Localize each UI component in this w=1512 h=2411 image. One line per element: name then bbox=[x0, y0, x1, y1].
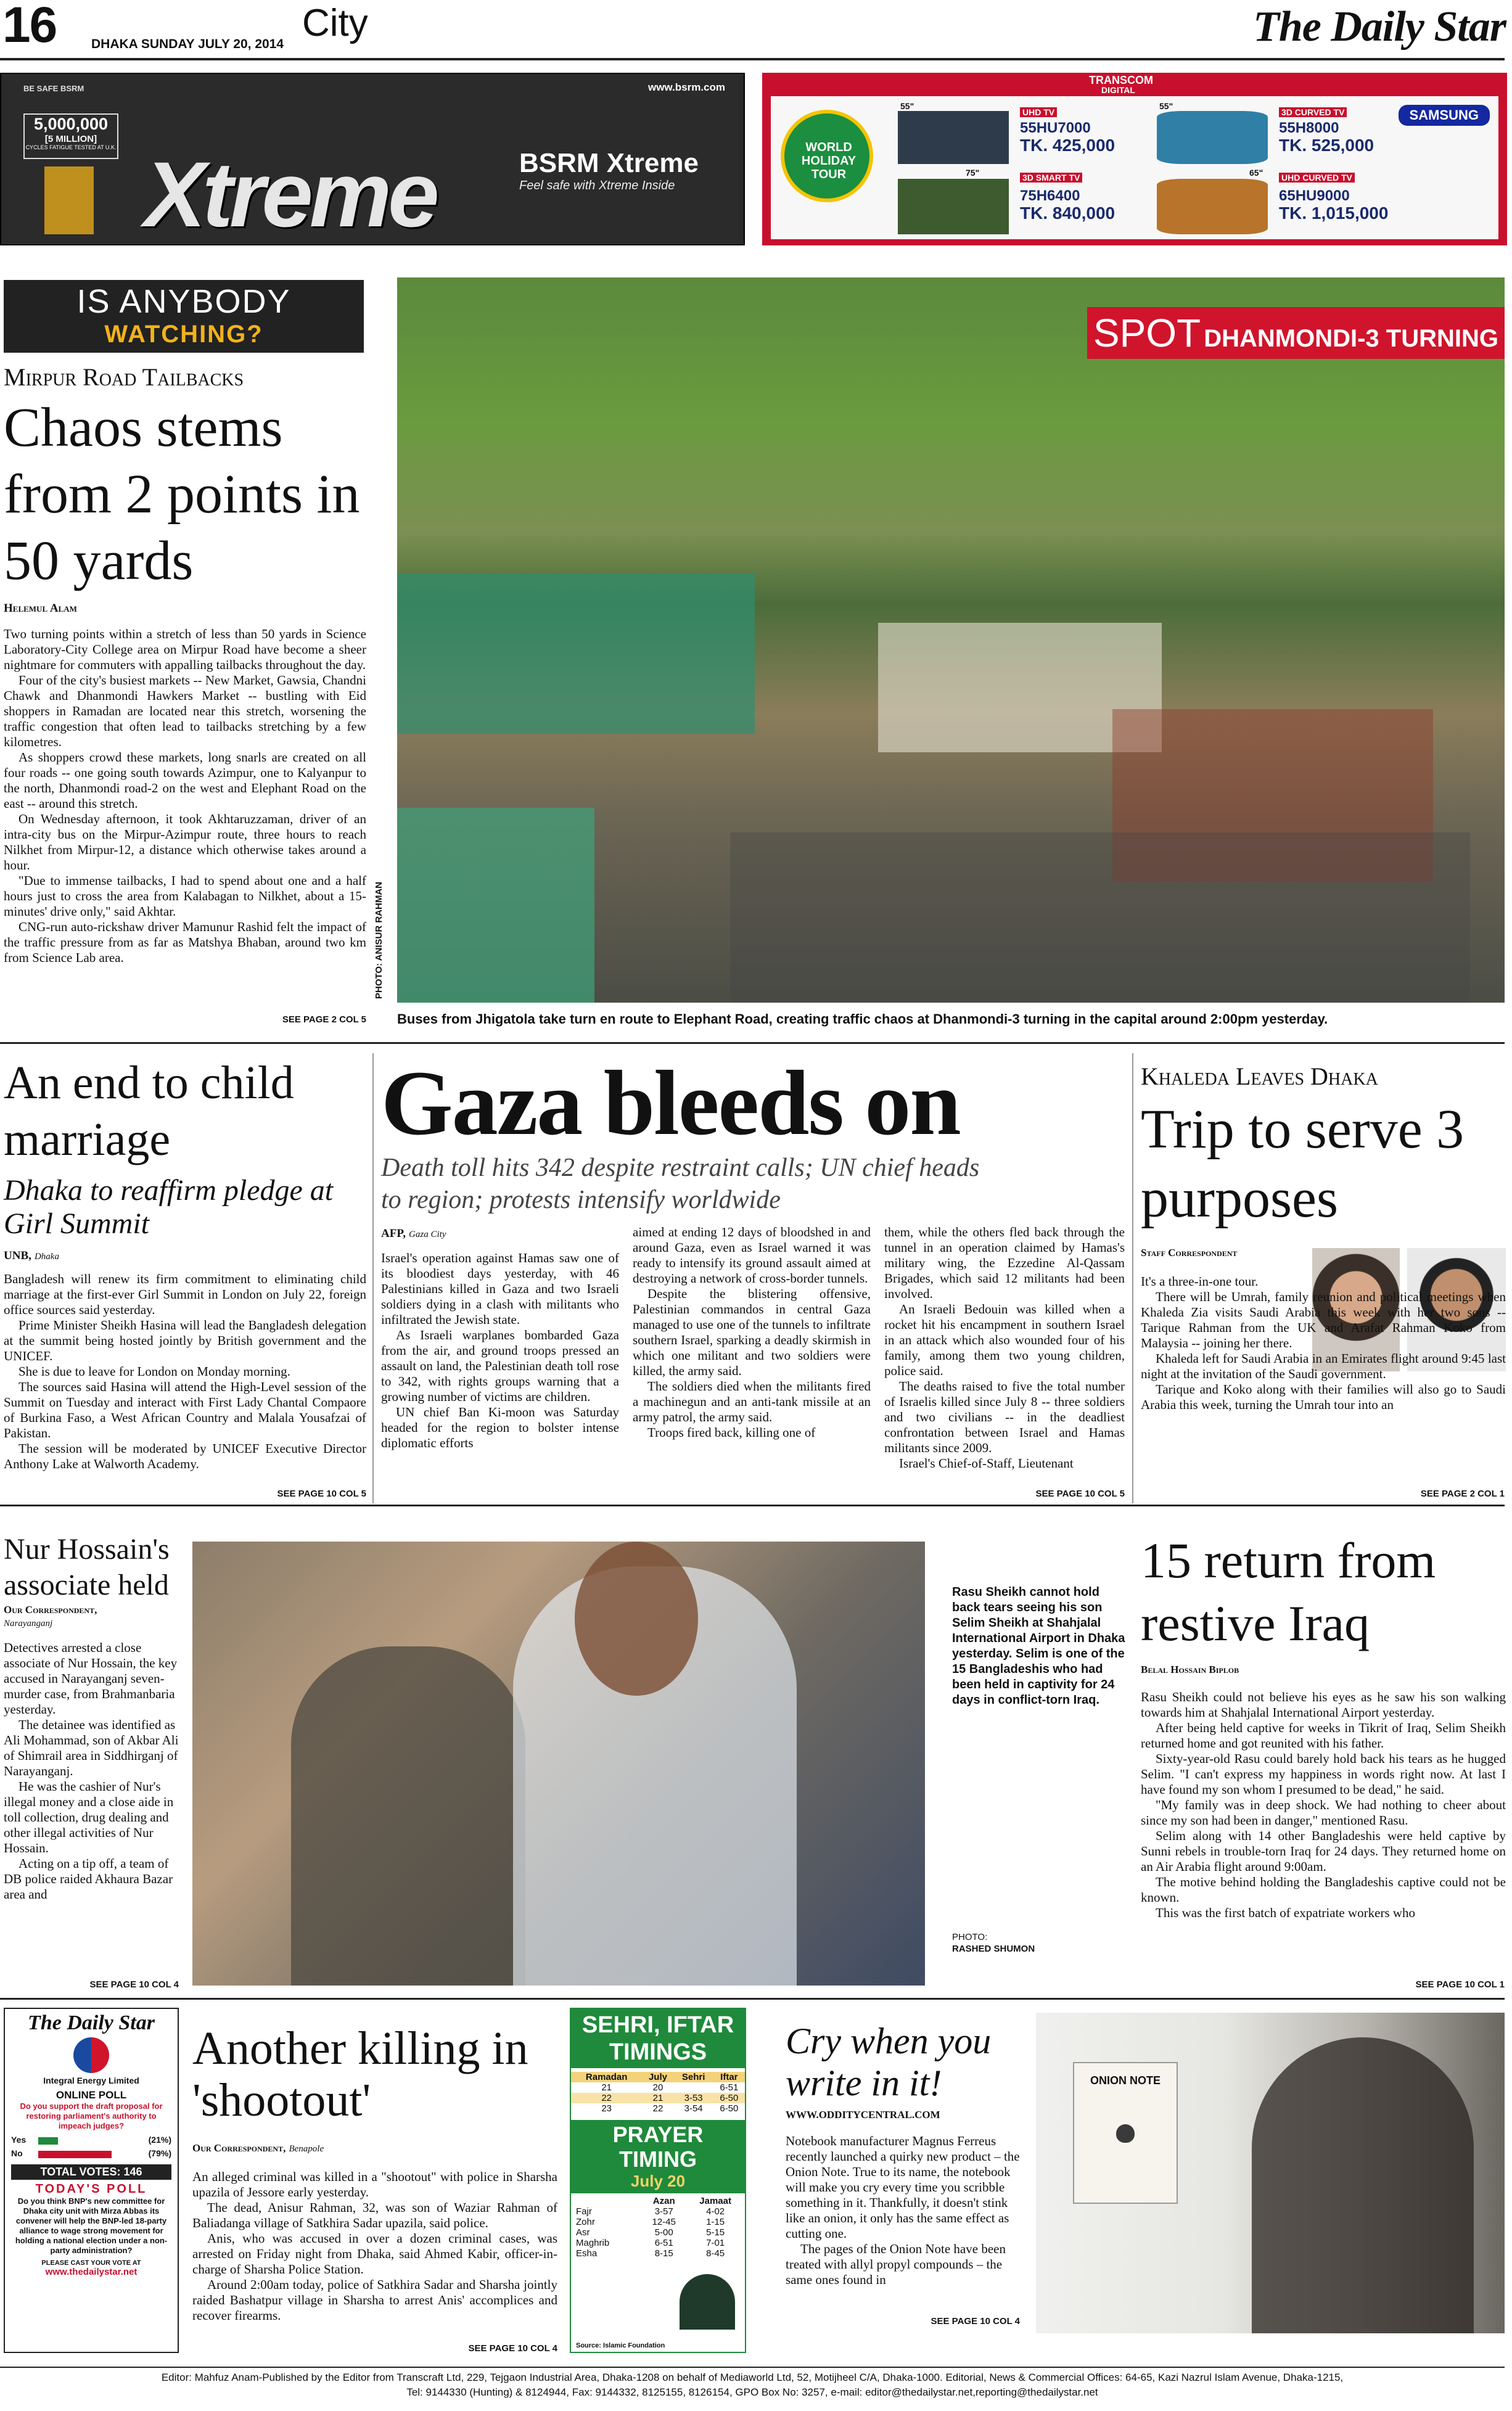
kicker-box bbox=[4, 280, 364, 353]
dealer-name: TRANSCOM bbox=[1089, 74, 1153, 86]
bsrm-count-note: CYCLES FATIGUE TESTED AT U.K. bbox=[25, 144, 117, 150]
prayer-title: PRAYER TIMING July 20 bbox=[571, 2120, 745, 2193]
iraq-caption: Rasu Sheikh cannot hold back tears seeing his son Selim Sheikh at Shahjalal International Airport in Dhaka yesterday. Selim is one of the 15 Bangladeshis who had been held in captivity for 24 days in conflict-torn Iraq. bbox=[952, 1585, 1125, 1707]
gaza-col2: aimed at ending 12 days of bloodshed in and around Gaza, even as Israel warned it was ready to intensify its ground assault aimed at destroying a network of cross-border tunnels. Despite the blistering offensive, Palestinian commandos in central Gaza managed to use one of the tunnels to infiltrate southern Israel, sparking a deadly skirmish in which one militant and two soldiers were killed, the army said. The soldiers died when the militants fired a machinegun and an anti-tank missile at an army patrol, the army said. Troops fired back, killing one of bbox=[633, 1225, 871, 1440]
todays-poll: TODAY'S POLL bbox=[35, 2182, 147, 2196]
masthead-rule bbox=[0, 58, 1505, 60]
kicker-line1: IS ANYBODY bbox=[76, 283, 291, 320]
shootout-body: An alleged criminal was killed in a "shootout" with police in Sharsha upazila of Jessore early yesterday. The dead, Anisur Rahman, 32, was son of Waziar Rahman of Baliadanga village of Satkhira Sadar upazila, said police. Anis, who was accused in over a dozen criminal cases, was arrested on Friday night from Dhaka, said Ahmed Kabir, officer-in-charge of Sharsha Police Station. Around 2:00am today, police of Satkhira Sadar and Sharsha jointly raided Bashatpur village in Sharsha to arrest Anis' accomplices and recover firearms. bbox=[192, 2169, 557, 2323]
poll-heading: ONLINE POLL bbox=[55, 2089, 127, 2101]
see-page-link[interactable]: SEE PAGE 2 COL 5 bbox=[282, 1014, 366, 1025]
sehri-table: Ramadan July Sehri Iftar 21 20 6-51 22 21 3-53 6-50 23 22 3-54 6-50 bbox=[571, 2072, 745, 2114]
iraq-photo-label: PHOTO: bbox=[952, 1932, 988, 1942]
nur-body: Detectives arrested a close associate of Nur Hossain, the key accused in Narayanganj seven-murder case, from Brahmanbaria yesterday. The detainee was identified as Ali Mohammad, son of Akbar Ali of Shimrail area in Siddhirganj of Narayanganj. He was the cashier of Nur's illegal money and a close aide in toll collection, drug dealing and other illegal activities of Nur Hossain. Acting on a tip off, a team of DB police raided Akhaura Bazar area and bbox=[4, 1640, 179, 1902]
energy-logo-icon bbox=[73, 2037, 109, 2073]
gaza-col1: Israel's operation against Hamas saw one of its bloodiest days yesterday, with 46 Palestinians killed in Gaza and two Israeli soldiers dying in a clash with militants who infiltrated the Jewish state. As Israeli warplanes bombarded Gaza from the air, and ground troops pressed an assault on land, the Palestinian death toll rose to 342, with rights groups warning that a growing number of victims are children. UN chief Ban Ki-moon was Saturday headed for the region to bolster intense diplomatic efforts bbox=[381, 1251, 619, 1450]
bsrm-brand: Xtreme bbox=[144, 142, 436, 246]
poll-yes-bar bbox=[38, 2137, 58, 2145]
lead-byline: Helemul Alam bbox=[4, 602, 77, 615]
bsrm-badge: BE SAFE BSRM bbox=[23, 84, 84, 93]
world-tour-badge: WORLD HOLIDAY TOUR bbox=[781, 110, 873, 202]
paper-name: The Daily Star bbox=[1253, 3, 1506, 51]
bsrm-logo-tag: Feel safe with Xtreme Inside bbox=[519, 179, 675, 192]
gaza-col3: them, while the others fled back through the tunnel in an operation claimed by Hamas's military wing, the Ezzedine Al-Qassam Brigades, which said 12 militants had been involved. An Israeli Bedouin was killed when a rocket hit his encampment in southern Israel in an attack which also wounded four of his family, among them two young children, police said. The deaths raised to five the total number of Israelis killed since July 8 -- three soldiers and two civilians -- in the deadliest confrontation between Israel and Hamas militants since 2009. Israel's Chief-of-Staff, Lieutenant bbox=[884, 1225, 1125, 1471]
iraq-photo bbox=[192, 1542, 925, 1986]
prayer-table: Azan Jamaat Fajr 3-57 4-02 Zohr 12-45 1-15 Asr 5-00 5-15 Maghrib 6-51 7-01 Esha 8-15 8-45 bbox=[576, 2196, 731, 2259]
onion-headline: Cry when you write in it! bbox=[786, 2021, 992, 2103]
lead-body: Two turning points within a stretch of less than 50 yards in Science Laboratory-City College area on Mirpur Road have become a sheer nightmare for commuters with appalling tailbacks throughout the day. Four of the city's busiest markets -- New Market, Gawsia, Chandni Chawk and Dhanmondi Hawkers Market -- bustling with Eid shoppers in Ramadan are located near this stretch, worsening the traffic congestion that often lead to tailbacks stretching by a few kilometres. As shoppers crowd these markets, long snarls are created on all four roads -- one going south towards Azimpur, one to Kalyanpur to the north, Dhanmondi road-2 on the west and Elephant Road on the east -- around this stretch. On Wednesday afternoon, it took Akhtaruzzaman, driver of an intra-city bus on the Mirpur-Azimpur route, three hours to reach Nilkhet from Mirpur-12, a distance which otherwise takes around a hour. "Due to immense tailbacks, I had to spend about one and a half hours just to cross the area from Kalabagan to Nilkhet, about a 15-minutes' drive only," said Akhtar. CNG-run auto-rickshaw driver Mamunur Rashid felt the impact of the traffic pressure from as far as Matshya Bhaban, around two km from Science Lab area. bbox=[4, 626, 366, 965]
lead-overline: Mirpur Road Tailbacks bbox=[4, 363, 244, 391]
tv-offer: 55" 3D CURVED TV 55H8000 TK. 525,000 bbox=[1157, 105, 1428, 166]
tv-offer: 65" UHD CURVED TV 65HU9000 TK. 1,015,000 bbox=[1157, 170, 1428, 238]
khaleda-byline: Staff Correspondent bbox=[1141, 1247, 1238, 1259]
shootout-byline: Our Correspondent, Benapole bbox=[192, 2142, 324, 2154]
today-question: Do you think BNP's new committee for Dhaka city unit with Mirza Abbas its convener will help the BNP-led 18-party alliance to wage strong movement for holding a national election under a non-party administration? bbox=[15, 2196, 168, 2255]
iraq-body: Rasu Sheikh could not believe his eyes as he saw his son walking towards him at Shahjalal International Airport yesterday. After being held captive for weeks in Tikrit of Iraq, Selim Sheikh returned home and got reunited with his father. Sixty-year-old Rasu could barely hold back his tears as he hugged Selim. "I can't express my happiness in words right now. At last I have found my son whom I presumed to be dead," he said. "My family was in deep shock. We had nothing to cheer about since my son had been in danger," mentioned Rasu. Selim along with 14 other Bangladeshis were held captive by Sunni rebels in trouble-torn Iraq for 24 days. They returned home on an Air Arabia flight around 9:00am. The motive behind holding the Bangladeshis captive could not be known. This was the first batch of expatriate workers who bbox=[1141, 1690, 1506, 1920]
child-body: Bangladesh will renew its firm commitment to eliminating child marriage at the first-ever Girl Summit in London on July 22, foreign office sources said yesterday. Prime Minister Sheikh Hasina will lead the Bangladesh delegation at the summit being hosted jointly by British government and the UNICEF. She is due to leave for London on Monday morning. The sources said Hasina will attend the High-Level session of the Summit on Tuesday and interact with First Lady Chantal Compaore of Burkina Faso, a West African Country and Malala Yousafzai of Pakistan. The session will be moderated by UNICEF Executive Director Anthony Lake at Walworth Academy. bbox=[4, 1271, 366, 1471]
samsung-logo: SAMSUNG bbox=[1399, 105, 1490, 126]
spot-tag: SPOT DHANMONDI-3 TURNING bbox=[1087, 307, 1505, 359]
lead-headline: Chaos stems from 2 points in 50 yards bbox=[4, 397, 360, 591]
nur-headline: Nur Hossain's associate held bbox=[4, 1533, 170, 1601]
khaleda-overline: Khaleda Leaves Dhaka bbox=[1141, 1062, 1378, 1090]
tv-offer: 55" UHD TV 55HU7000 TK. 425,000 bbox=[898, 105, 1157, 166]
onion-photo bbox=[1036, 2013, 1505, 2333]
see-page-link[interactable]: SEE PAGE 2 COL 1 bbox=[1420, 1489, 1505, 1499]
gaza-deck: Death toll hits 342 despite restraint calls; UN chief heads to region; protests intensify worldwide bbox=[381, 1154, 980, 1214]
page-number: 16 bbox=[2, 0, 57, 53]
photo-credit: PHOTO: ANISUR RAHMAN bbox=[374, 882, 384, 999]
traffic-photo bbox=[397, 277, 1505, 1003]
poll-no-row: No (79%) bbox=[11, 2148, 171, 2158]
bsrm-count-sub: [5 MILLION] bbox=[44, 134, 97, 144]
imprint-line1: Editor: Mahfuz Anam-Published by the Editor from Transcraft Ltd, 229, Tejgaon Industrial Area, Dhaka-1208 on behalf of Mediaworld Ltd, 52, Motijheel C/A, Dhaka-1000. Editorial, News & Commercial Offices: 64-65, Kazi Nazrul Islam Avenue, Dhaka-1215, bbox=[161, 2372, 1344, 2383]
section-name: City bbox=[302, 2, 368, 44]
kicker-line2: WATCHING? bbox=[104, 321, 263, 348]
child-byline: UNB, Dhaka bbox=[4, 1249, 59, 1262]
imprint-line2: Tel: 9144330 (Hunting) & 8124944, Fax: 9144332, 8125155, 8126154, GPO Box No: 3257, e-mail: editor@thedailystar.net,reporting@thedailystar.net bbox=[406, 2386, 1098, 2398]
sehri-title: SEHRI, IFTAR TIMINGS bbox=[571, 2009, 745, 2068]
iraq-byline: Belal Hossain Biplob bbox=[1141, 1664, 1239, 1675]
poll-cta: PLEASE CAST YOUR VOTE AT bbox=[41, 2259, 141, 2267]
nur-byline: Our Correspondent, Narayanganj bbox=[4, 1604, 97, 1629]
iraq-headline: 15 return from restive Iraq bbox=[1141, 1532, 1436, 1651]
iraq-photo-credit: RASHED SHUMON bbox=[952, 1944, 1035, 1954]
bsrm-url[interactable]: www.bsrm.com bbox=[647, 81, 725, 93]
poll-question: Do you support the draft proposal for restoring parliament's authority to impeach judges? bbox=[20, 2101, 163, 2130]
khaleda-body: It's a three-in-one tour. There will be Umrah, family reunion and political meetings when Khaleda Zia visits Saudi Arabia this week with her two sons -- Tarique Rahman from the UK and Arafat Rahman Koko from Malaysia -- joining her there. Khaleda left for Saudi Arabia in an Emirates flight around 9:45 last night at the invitation of the Saudi government. Tarique and Koko along with their families will also go to Saudi Arabia this week, turning the Umrah tour into an bbox=[1141, 1274, 1506, 1412]
gaza-headline: Gaza bleeds on bbox=[381, 1052, 960, 1154]
poll-url[interactable]: www.thedailystar.net bbox=[45, 2267, 138, 2277]
bsrm-logo: BSRM Xtreme bbox=[519, 148, 699, 178]
photo-caption: Buses from Jhigatola take turn en route to Elephant Road, creating traffic chaos at Dhanmondi-3 turning in the capital around 2:00pm yesterday. bbox=[397, 1011, 1328, 1027]
child-headline: An end to child marriage bbox=[4, 1057, 294, 1165]
child-deck: Dhaka to reaffirm pledge at Girl Summit bbox=[4, 1174, 334, 1240]
see-page-link[interactable]: SEE PAGE 10 COL 4 bbox=[931, 2316, 1020, 2327]
prayer-source: Source: Islamic Foundation bbox=[576, 2342, 665, 2349]
sehri-box bbox=[570, 2008, 746, 2353]
poll-no-bar bbox=[38, 2151, 112, 2158]
bsrm-count: 5,000,000 bbox=[33, 115, 109, 133]
bsrm-count-box bbox=[23, 113, 118, 159]
dealer-sub: DIGITAL bbox=[1101, 85, 1135, 95]
samsung-ad[interactable] bbox=[762, 73, 1507, 245]
onion-icon bbox=[1116, 2124, 1135, 2143]
mosque-icon bbox=[680, 2274, 735, 2330]
see-page-link[interactable]: SEE PAGE 10 COL 5 bbox=[277, 1489, 366, 1499]
bsrm-ad[interactable] bbox=[0, 73, 745, 245]
tv-offer: 75" 3D SMART TV 75H6400 TK. 840,000 bbox=[898, 170, 1157, 238]
runner-icon bbox=[44, 166, 94, 234]
see-page-link[interactable]: SEE PAGE 10 COL 4 bbox=[468, 2343, 557, 2354]
see-page-link[interactable]: SEE PAGE 10 COL 4 bbox=[89, 1979, 179, 1990]
khaleda-headline: Trip to serve 3 purposes bbox=[1141, 1099, 1465, 1229]
dateline: DHAKA SUNDAY JULY 20, 2014 bbox=[91, 37, 284, 51]
masthead bbox=[0, 0, 1512, 62]
poll-total: TOTAL VOTES: 146 bbox=[11, 2164, 171, 2180]
poll-logo: The Daily Star bbox=[28, 2011, 155, 2034]
online-poll[interactable] bbox=[4, 2008, 179, 2353]
see-page-link[interactable]: SEE PAGE 10 COL 5 bbox=[1035, 1489, 1125, 1499]
poll-yes-row: Yes (21%) bbox=[11, 2135, 171, 2145]
onion-body: Notebook manufacturer Magnus Ferreus recently launched a quirky new product – the Onion Note. True to its name, the notebook will make you cry every time you scribble something in it. Thankfully, it doesn't stink like an onion, it only has the same effect as cutting one. The pages of the Onion Note have been treated with allyl propyl compounds – the same ones found in bbox=[786, 2134, 1020, 2287]
onion-notebook: ONION NOTE bbox=[1073, 2062, 1178, 2204]
onion-source[interactable]: WWW.ODDITYCENTRAL.COM bbox=[786, 2109, 940, 2121]
poll-sponsor: Integral Energy Limited bbox=[43, 2076, 139, 2085]
gaza-byline: AFP, Gaza City bbox=[381, 1227, 446, 1240]
see-page-link[interactable]: SEE PAGE 10 COL 1 bbox=[1415, 1979, 1505, 1990]
shootout-headline: Another killing in 'shootout' bbox=[192, 2023, 528, 2126]
